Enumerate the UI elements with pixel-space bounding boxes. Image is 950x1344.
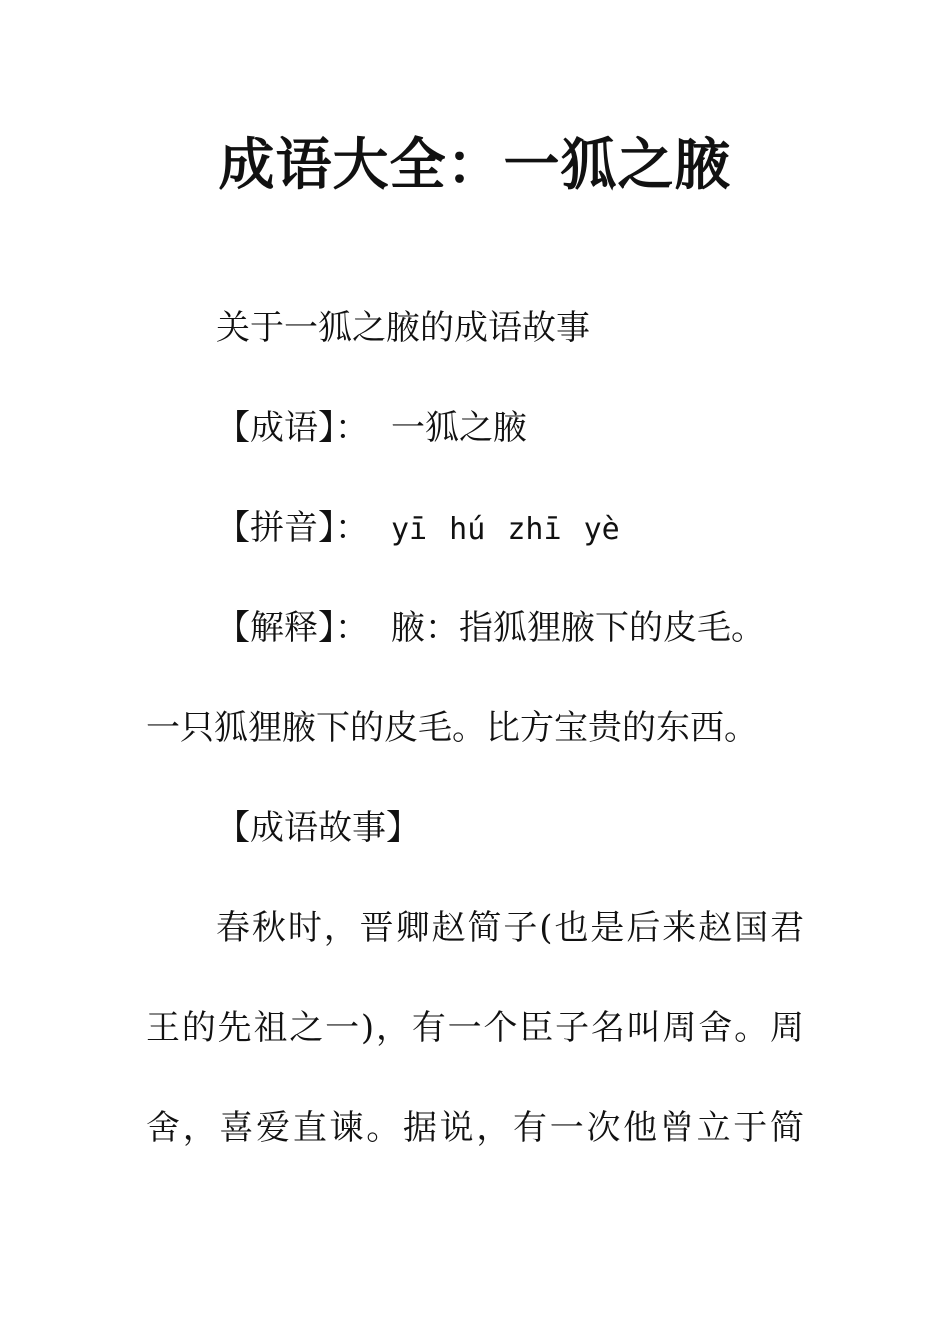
pinyin-label: 【拼音】： (216, 508, 369, 548)
story-line: 王的先祖之一)，有一个臣子名叫周舍。周 (146, 1008, 804, 1048)
idiom-label: 【成语】： (216, 408, 369, 448)
idiom-value: 一狐之腋 (391, 408, 527, 448)
intro-line: 关于一狐之腋的成语故事 (216, 308, 590, 348)
story-line: 春秋时，晋卿赵简子(也是后来赵国君 (216, 908, 804, 948)
pinyin-row (216, 506, 620, 552)
idiom-row (216, 406, 527, 450)
explanation-value: 腋：指狐狸腋下的皮毛。 (391, 608, 765, 648)
story-heading: 【成语故事】 (216, 808, 420, 848)
page-title: 成语大全：一狐之腋 (218, 133, 732, 198)
explanation-continuation: 一只狐狸腋下的皮毛。比方宝贵的东西。 (146, 708, 758, 748)
story-line: 舍，喜爱直谏。据说，有一次他曾立于简 (146, 1108, 804, 1148)
explanation-label: 【解释】： (216, 608, 369, 648)
pinyin-value: yī hú zhī yè (391, 512, 620, 547)
explanation-row (216, 606, 765, 650)
